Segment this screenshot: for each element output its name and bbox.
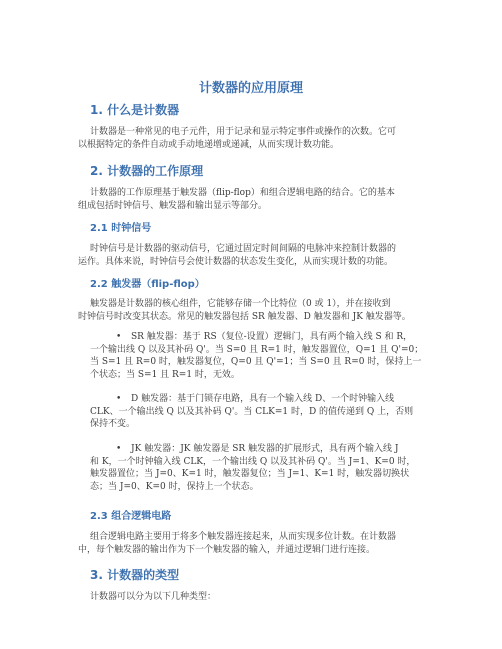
bullet-dot: •	[116, 394, 122, 404]
paragraph-line: 以根据特定的条件自动或手动地递增或递减，从而实现计数功能。	[78, 139, 340, 150]
section-2-2-paragraph	[78, 298, 411, 323]
bullet-line: 个状态；当 S=1 且 R=1 时，无效。	[90, 369, 240, 380]
paragraph-line: 时钟信号时改变其状态。常见的触发器包括 SR 触发器、D 触发器和 JK 触发器等。	[78, 311, 411, 322]
bullet-sr-flipflop	[131, 331, 412, 344]
bullet-line: CLK、一个输出线 Q 以及其补码 Q'。当 CLK=1 时，D 的值传递到 Q 上，否则	[90, 406, 414, 417]
paragraph-line: 计数器的工作原理基于触发器（flip-flop）和组合逻辑电路的结合。它的基本	[90, 188, 395, 198]
bullet-d-flipflop	[131, 393, 394, 406]
bullet-line: JK 触发器：JK 触发器是 SR 触发器的扩展形式，具有两个输入线 J	[131, 444, 399, 454]
section-1-paragraph	[78, 126, 397, 151]
bullet-jk-flipflop-continued	[90, 456, 415, 494]
bullet-sr-flipflop-continued	[90, 344, 423, 382]
paragraph-line: 触发器是计数器的核心组件，它能够存储一个比特位（0 或 1），并在接收到	[90, 299, 391, 309]
paragraph-line: 计数器是一种常见的电子元件，用于记录和显示特定事件或操作的次数。它可	[90, 127, 397, 137]
bullet-dot: •	[116, 332, 122, 342]
section-2-3-heading: 2.3 组合逻辑电路	[90, 511, 172, 522]
bullet-line: 当 S=1 且 R=0 时，触发器复位，Q=0 且 Q'=1；当 S=0 且 R=0 时，保持上一	[90, 357, 422, 367]
bullet-line: 保持不变。	[90, 419, 136, 429]
bullet-line: SR 触发器：基于 RS（复位-设置）逻辑门，具有两个输入线 S 和 R，	[131, 332, 413, 342]
paragraph-line: 运作。具体来说，时钟信号会使计数器的状态发生变化，从而实现计数的功能。	[78, 256, 394, 267]
bullet-line: 一个输出线 Q 以及其补码 Q'。当 S=0 且 R=1 时，触发器置位，Q=1 且 Q'=0；	[90, 344, 424, 355]
section-2-paragraph	[78, 187, 395, 212]
section-2-1-heading: 2.1 时钟信号	[90, 223, 152, 234]
section-3-heading: 3. 计数器的类型	[90, 568, 180, 582]
bullet-dot: •	[116, 444, 122, 454]
bullet-d-flipflop-continued	[90, 406, 413, 431]
paragraph-line: 时钟信号是计数器的驱动信号，它通过固定时间间隔的电脉冲来控制计数器的	[90, 244, 397, 254]
bullet-line: 触发器置位；当 J=0、K=1 时，触发器复位；当 J=1、K=1 时，触发器切换状	[90, 469, 410, 479]
paragraph-line: 中，每个触发器的输出作为下一个触发器的输入，并通过逻辑门进行连接。	[78, 544, 376, 555]
paragraph-line: 组合逻辑电路主要用于将多个触发器连接起来，从而实现多位计数。在计数器	[90, 532, 397, 542]
document-title: 计数器的应用原理	[198, 81, 303, 96]
section-2-1-paragraph	[78, 243, 397, 268]
section-2-3-paragraph	[78, 531, 397, 556]
section-2-2-heading: 2.2 触发器（flip-flop）	[90, 279, 205, 290]
paragraph-line: 组成包括时钟信号、触发器和输出显示等部分。	[78, 200, 268, 211]
bullet-line: D 触发器：基于门锁存电路，具有一个输入线 D、一个时钟输入线	[131, 394, 395, 404]
section-2-heading: 2. 计数器的工作原理	[90, 164, 204, 178]
section-1-heading: 1. 什么是计数器	[90, 103, 180, 117]
bullet-line: 态；当 J=0、K=0 时，保持上一个状态。	[90, 481, 259, 492]
bullet-jk-flipflop	[131, 443, 399, 456]
paragraph-line: 计数器可以分为以下几种类型：	[90, 592, 217, 602]
bullet-line: 和 K，一个时钟输入线 CLK，一个输出线 Q 以及其补码 Q'。当 J=1、K=0 时，	[90, 456, 416, 467]
section-3-paragraph	[90, 591, 216, 604]
